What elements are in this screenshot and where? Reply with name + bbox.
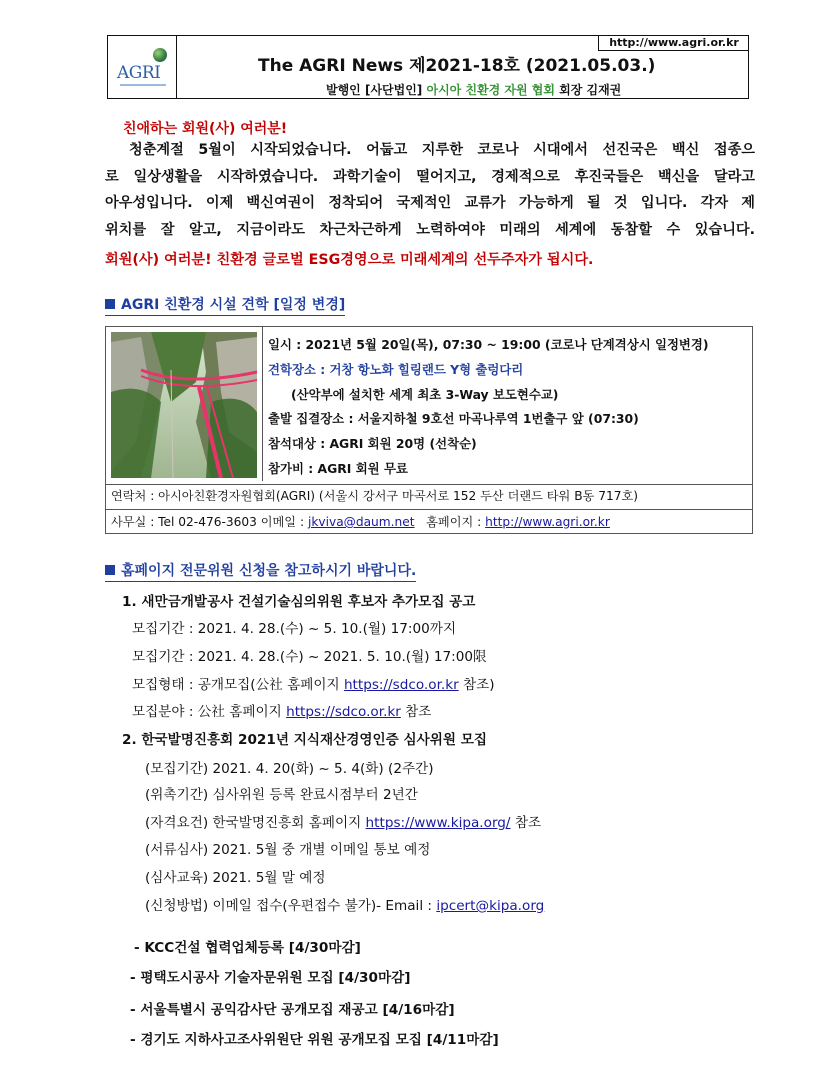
header-url[interactable]: http://www.agri.or.kr [598, 35, 749, 51]
intro-red-line: 회원(사) 여러분! 친환경 글로벌 ESG경영으로 미래세계의 선두주자가 됩시다. [105, 252, 594, 268]
greeting: 친애하는 회원(사) 여러분! [123, 121, 288, 137]
office-text: 사무실 : Tel 02-476-3603 이메일 : jkviva@daum.net 홈페이지 : http://www.agri.or.kr [111, 515, 610, 529]
suspension-bridge-image [111, 332, 257, 478]
logo-underline [120, 84, 166, 86]
bullet-item: - 경기도 지하사고조사위원단 위원 공개모집 모집 [4/11마감] [130, 1032, 499, 1048]
sdco-link[interactable]: https://sdco.or.kr [343, 677, 459, 693]
publisher-prefix: 발행인 [사단법인] [326, 83, 427, 97]
item1-form: 모집형태 : 공개모집(公社 홈페이지 https://sdco.or.kr 참조) [132, 677, 495, 693]
sdco-link-2[interactable]: https://sdco.or.kr [286, 704, 401, 720]
item2-period: (모집기간) 2021. 4. 20(화) ~ 5. 4(화) (2주간) [145, 761, 434, 777]
item2-review: (서류심사) 2021. 5월 중 개별 이메일 통보 예정 [145, 842, 431, 858]
square-bullet-icon [105, 565, 115, 575]
item2-heading: 2. 한국발명진흥회 2021년 지식재산경영인증 심사위원 모집 [122, 732, 488, 748]
item1-heading: 1. 새만금개발공사 건설기술심의위원 후보자 추가모집 공고 [122, 594, 476, 610]
bullet-item: - KCC건설 협력업체등록 [4/30마감] [134, 940, 361, 956]
item1-period: 모집기간 : 2021. 4. 28.(수) ~ 5. 10.(월) 17:00까지 [132, 621, 457, 637]
tour-info-box [105, 326, 753, 485]
intro-line: 로 일상생활을 시작하였습니다. 과학기술이 떨어지고, 경제적으로 후진국들은 백신을 달라고 [105, 168, 755, 185]
contact-row [105, 483, 753, 510]
item2-training: (심사교육) 2021. 5월 말 예정 [145, 870, 326, 886]
square-bullet-icon [105, 299, 115, 309]
item1-field: 모집분야 : 公社 홈페이지 https://sdco.or.kr 참조 [132, 704, 432, 720]
homepage-link[interactable]: http://www.agri.or.kr [485, 515, 610, 529]
intro-line: 위치를 잘 알고, 지금이라도 차근차근하게 노력하여야 미래의 세계에 동참할 수 있습니다. [105, 221, 755, 238]
newsletter-header [107, 35, 749, 99]
publisher-org: 아시아 친환경 자원 협회 [426, 83, 555, 97]
globe-icon [153, 48, 167, 62]
contact-text: 연락처 : 아시아친환경자원협회(AGRI) (서울시 강서구 마곡서로 152 두산 더랜드 타워 B동 717호) [111, 489, 638, 503]
intro-paragraph [105, 137, 755, 243]
item2-term: (위촉기간) 심사위원 등록 완료시점부터 2년간 [145, 787, 418, 803]
tour-fee: 참가비 : AGRI 회원 무료 [268, 461, 408, 476]
publisher-line [326, 81, 621, 98]
intro-line: 아우성입니다. 이제 백신여권이 정착되어 국제적인 교류가 가능하게 될 것 입니다. 각자 제 [105, 195, 755, 211]
section2-title: 홈페이지 전문위원 신청을 참고하시기 바랍니다. [105, 560, 416, 582]
item1-period-2: 모집기간 : 2021. 4. 28.(수) ~ 2021. 5. 10.(월) 17:00限 [132, 649, 487, 665]
tour-participants: 참석대상 : AGRI 회원 20명 (선착순) [268, 436, 477, 451]
ipcert-email-link[interactable]: ipcert@kipa.org [436, 898, 545, 914]
logo-text: AGRI [117, 63, 161, 83]
bridge-photo [111, 332, 257, 478]
item2-apply: (신청방법) 이메일 접수(우편접수 불가)- Email : ipcert@kipa.org [145, 898, 545, 914]
intro-line: 청춘계절 5월이 시작되었습니다. 어둡고 지루한 코로나 시대에서 선진국은 백신 접종으 [129, 142, 755, 158]
tour-place-note: (산악부에 설치한 세계 최초 3-Way 보도현수교) [291, 387, 559, 402]
tour-meeting-point: 출발 집결장소 : 서울지하철 9호선 마곡나루역 1번출구 앞 (07:30) [268, 411, 639, 426]
email-link[interactable]: jkviva@daum.net [307, 515, 415, 529]
tour-place: 견학장소 : 거창 항노화 힐링랜드 Y형 출렁다리 [268, 362, 524, 377]
kipa-link[interactable]: https://www.kipa.org/ [365, 815, 511, 831]
bullet-item: - 서울특별시 공익감사단 공개모집 재공고 [4/16마감] [130, 1002, 455, 1018]
section1-title: AGRI 친환경 시설 견학 [일정 변경] [105, 294, 345, 316]
bullet-item: - 평택도시공사 기술자문위원 모집 [4/30마감] [130, 970, 411, 986]
agri-logo [108, 36, 177, 98]
tour-date: 일시 : 2021년 5월 20일(목), 07:30 ~ 19:00 (코로나 단계격상시 일정변경) [268, 337, 709, 352]
office-row [105, 509, 753, 534]
newsletter-title: The AGRI News 제2021-18호 (2021.05.03.) [258, 56, 656, 76]
publisher-suffix: 회장 김재권 [554, 83, 622, 97]
tour-details [262, 327, 753, 481]
item2-qualification: (자격요건) 한국발명진흥회 홈페이지 https://www.kipa.org/ 참조 [145, 815, 542, 831]
